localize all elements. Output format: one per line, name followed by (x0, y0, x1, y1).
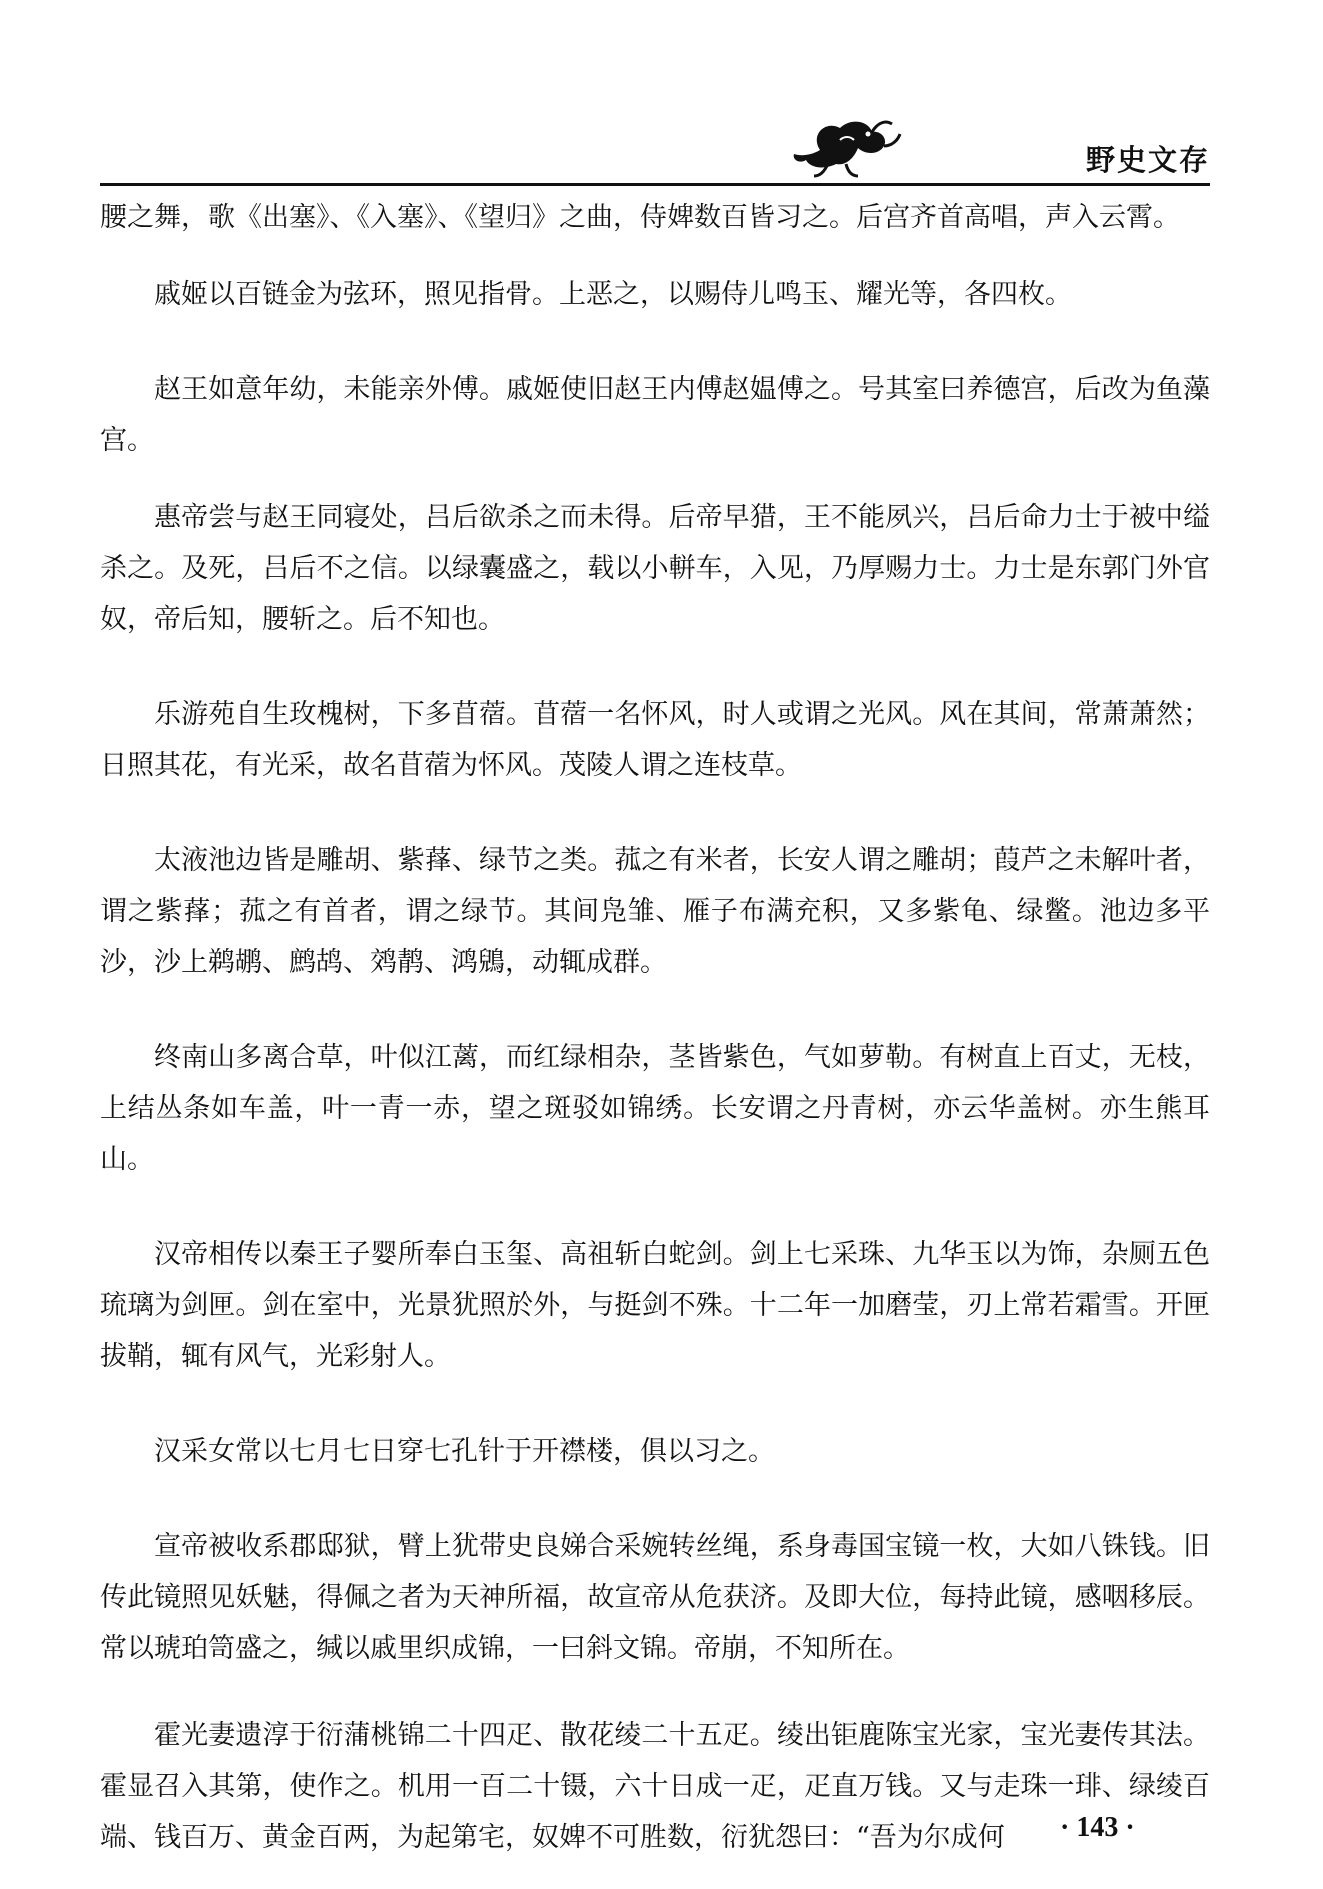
section-title: 野史文存 (1085, 143, 1210, 177)
paragraph: 太液池边皆是雕胡、紫萚、绿节之类。菰之有米者，长安人谓之雕胡；葭芦之未解叶者，谓之紫萚；菰之有首者，谓之绿节。其间凫雏、雁子布满充积，又多紫龟、绿鳖。池边多平沙，沙上鹈鹕、鹧鸪、䴔䴖、鸿鶂，动辄成群。 (100, 845, 1210, 978)
paragraph: 霍光妻遗淳于衍蒲桃锦二十四疋、散花绫二十五疋。绫出钜鹿陈宝光家，宝光妻传其法。霍显召入其第，使作之。机用一百二十镊，六十日成一疋，疋直万钱。又与走珠一琲、绿绫百端、钱百万、黄金百两，为起第宅，奴婢不可胜数，衍犹怨曰：“吾为尔成何 (100, 1720, 1210, 1853)
paragraph: 戚姬以百链金为弦环，照见指骨。上恶之，以赐侍儿鸣玉、耀光等，各四枚。 (154, 279, 1072, 310)
page-number: · 143 · (1060, 1812, 1135, 1843)
paragraph: 终南山多离合草，叶似江蓠，而红绿相杂，茎皆紫色，气如萝勒。有树直上百丈，无枝，上结丛条如车盖，叶一青一赤，望之斑驳如锦绣。长安谓之丹青树，亦云华盖树。亦生熊耳山。 (100, 1042, 1210, 1175)
paragraph: 乐游苑自生玫槐树，下多苜蓿。苜蓿一名怀风，时人或谓之光风。风在其间，常萧萧然；日照其花，有光采，故名苜蓿为怀风。茂陵人谓之连枝草。 (100, 699, 1210, 781)
paragraph: 腰之舞，歌《出塞》、《入塞》、《望归》之曲，侍婢数百皆习之。后宫齐首高唱，声入云霄。 (100, 202, 1180, 233)
header-rule (100, 183, 1210, 186)
paragraph: 宣帝被收系郡邸狱，臂上犹带史良娣合采婉转丝绳，系身毒国宝镜一枚，大如八铢钱。旧传此镜照见妖魅，得佩之者为天神所福，故宣帝从危获济。及即大位，每持此镜，感咽移辰。常以琥珀笥盛之，缄以戚里织成锦，一曰斜文锦。帝崩，不知所在。 (100, 1531, 1210, 1664)
paragraph: 汉采女常以七月七日穿七孔针于开襟楼，俱以习之。 (154, 1436, 775, 1467)
paragraph: 惠帝尝与赵王同寝处，吕后欲杀之而未得。后帝早猎，王不能夙兴，吕后命力士于被中缢杀之。及死，吕后不之信。以绿囊盛之，载以小軿车，入见，乃厚赐力士。力士是东郭门外官奴，帝后知，腰斩之。后不知也。 (100, 502, 1210, 635)
paragraph: 汉帝相传以秦王子婴所奉白玉玺、高祖斩白蛇剑。剑上七采珠、九华玉以为饰，杂厕五色琉璃为剑匣。剑在室中，光景犹照於外，与挺剑不殊。十二年一加磨莹，刃上常若霜雪。开匣拔鞘，辄有风气，光彩射人。 (100, 1239, 1210, 1372)
paragraph: 赵王如意年幼，未能亲外傅。戚姬使旧赵王内傅赵媪傅之。号其室曰养德宫，后改为鱼藻宫。 (100, 374, 1210, 456)
article-body (100, 192, 1210, 1889)
page-header (100, 100, 1210, 186)
dragon-emblem-icon (780, 110, 910, 180)
